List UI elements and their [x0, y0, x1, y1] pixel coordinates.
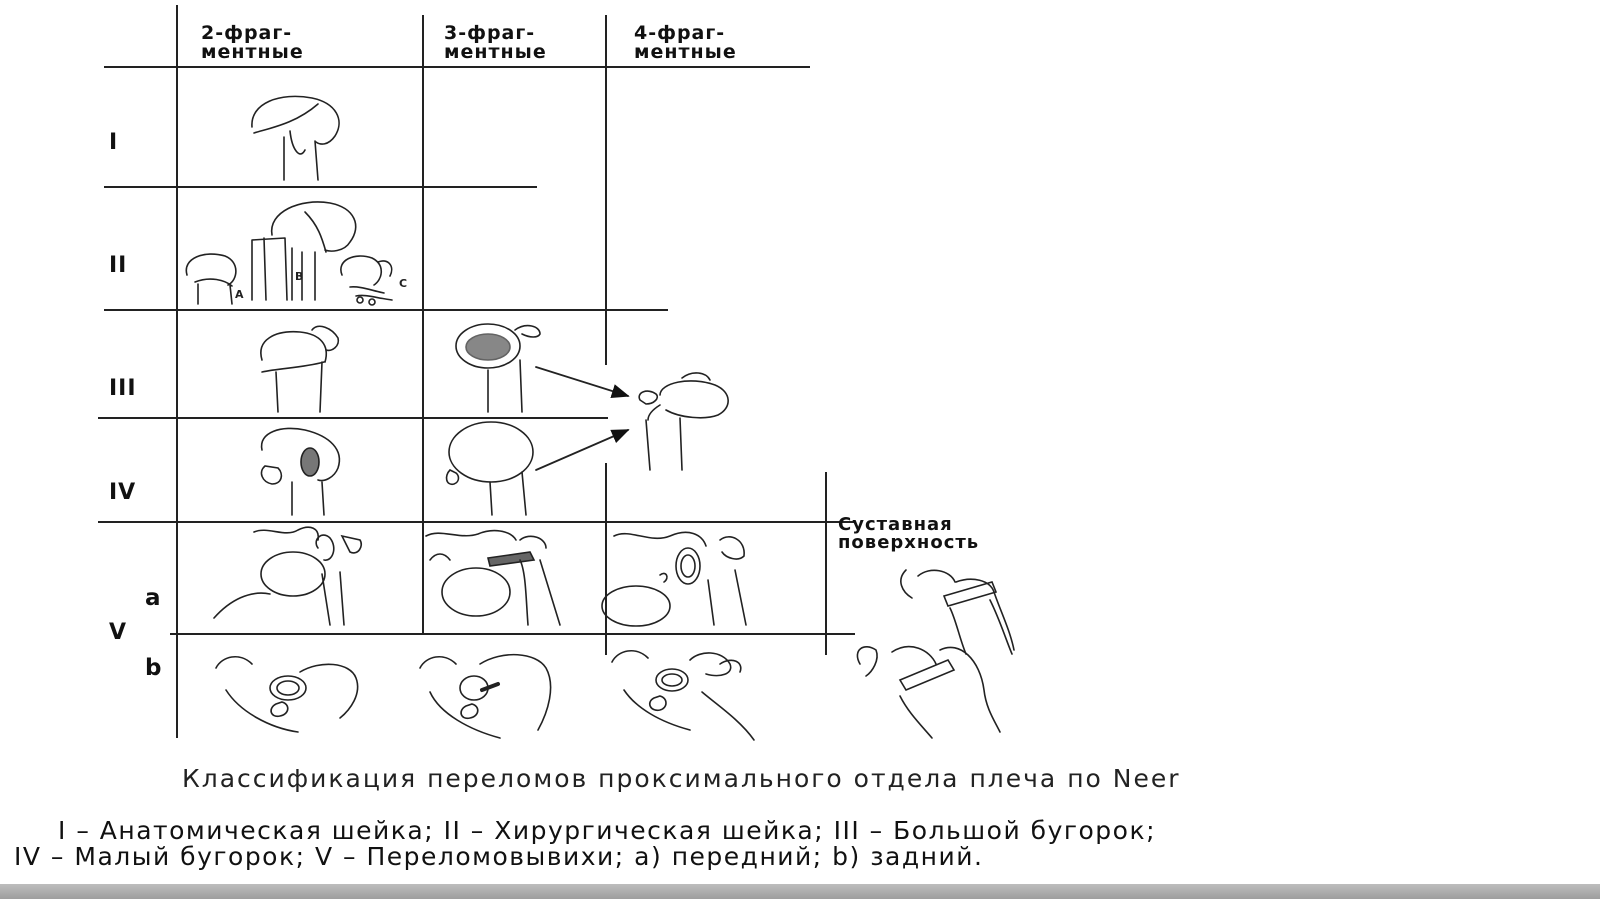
- articular-line2: поверхность: [838, 532, 980, 553]
- bone-sketch-Vb-4frag: [612, 651, 754, 740]
- bone-sketch-III-4frag: [639, 373, 728, 470]
- row-label-II: II: [109, 253, 128, 278]
- row-label-IV: IV: [109, 480, 137, 505]
- col-header-line2: ментные: [201, 41, 304, 63]
- bone-sketch-III-3frag: [456, 324, 628, 412]
- bone-sketch-Vb-2frag: [216, 657, 358, 732]
- col-header-4frag: [634, 24, 737, 62]
- articular-surface-label: [838, 516, 979, 552]
- sub-row-label-a: a: [145, 585, 161, 611]
- bone-sketch-Vb-3frag: [420, 655, 551, 738]
- bone-sketch-III-2frag: [261, 326, 338, 412]
- bone-sketch-Vb-articular: [857, 647, 1000, 738]
- variant-label-C: C: [399, 277, 408, 290]
- col-header-line1: 3-фраг-: [444, 22, 536, 44]
- legend-line-2: IV – Малый бугорок; V – Переломовывихи; a) передний; b) задний.: [14, 842, 984, 871]
- figure-caption: Классификация переломов проксимального отдела плеча по Neer: [182, 764, 1181, 793]
- grid-lines: [98, 5, 855, 738]
- col-header-line1: 2-фраг-: [201, 22, 293, 44]
- col-header-2frag: [201, 24, 304, 62]
- col-header-line1: 4-фраг-: [634, 22, 726, 44]
- col-header-line2: ментные: [444, 41, 547, 63]
- col-header-3frag: [444, 24, 547, 62]
- bone-sketch-Va-articular: [901, 570, 1014, 654]
- row-label-III: III: [109, 376, 137, 401]
- variant-label-A: A: [235, 288, 244, 301]
- bone-sketch-Va-4frag: [602, 532, 746, 626]
- bone-sketch-IV-3frag: [447, 422, 628, 515]
- bone-sketch-Va-2frag: [214, 527, 361, 625]
- bone-sketch-IV-2frag: [261, 428, 339, 515]
- row-label-V: V: [109, 620, 128, 645]
- legend-line-1: I – Анатомическая шейка; II – Хирургическая шейка; III – Большой бугорок;: [58, 816, 1156, 845]
- sub-row-label-b: b: [145, 655, 162, 681]
- bone-sketch-II-2frag: [186, 202, 392, 305]
- bone-sketch-I-2frag: [252, 96, 339, 180]
- bottom-scroll-bar: [0, 884, 1600, 899]
- articular-line1: Суставная: [838, 514, 953, 535]
- col-header-line2: ментные: [634, 41, 737, 63]
- row-label-I: I: [109, 130, 119, 155]
- bone-sketch-Va-3frag: [426, 531, 560, 625]
- variant-label-B: B: [295, 270, 304, 283]
